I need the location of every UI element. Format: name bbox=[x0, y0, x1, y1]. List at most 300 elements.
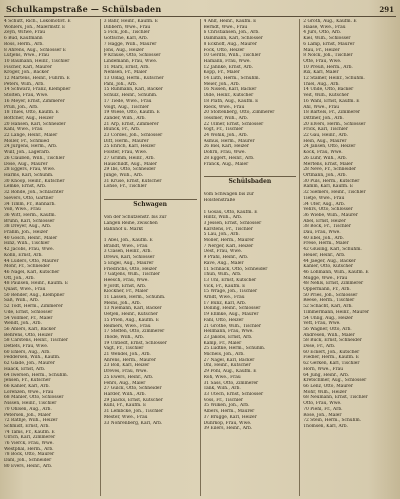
directory-entry: 58 Carstens, Heinr., Tischler bbox=[4, 338, 68, 344]
directory-entry: 4 Ahlf, Heinr., Kaufm. E bbox=[203, 19, 257, 24]
header-rule bbox=[4, 16, 396, 17]
directory-entry: 23 Cordes, Joh., Schlosser bbox=[103, 133, 163, 139]
directory-entry: Detlefs, Frau, Wwe. bbox=[4, 344, 49, 350]
directory-entry: Wohlers, Joh., Malermstr. E bbox=[4, 24, 66, 30]
directory-entry: Vom Schwagen bis zur bbox=[203, 192, 254, 198]
directory-entry: 16 Nissen, Karl, Bäcker bbox=[203, 87, 257, 93]
directory-entry: 11 Marx, Ernst, Arb. bbox=[103, 64, 150, 70]
directory-entry: Mau, Fr., Heizer bbox=[303, 47, 340, 53]
directory-entry: Harder, Wilh., Arb. bbox=[103, 392, 146, 397]
directory-entry: Haase, Wwe., Frau bbox=[303, 24, 346, 30]
directory-entry: 2 Groth, Aug., Kaufm. E bbox=[303, 19, 357, 24]
directory-entry: Jöns, Aug., Heizer bbox=[103, 47, 144, 53]
directory-entry: Harms, Karl, Schuhm. bbox=[4, 172, 54, 178]
directory-entry: Ulrich, Karl, Zimmerer bbox=[4, 435, 56, 441]
directory-entry: 66 Kähler, Karl, Arb. bbox=[4, 384, 50, 389]
directory-entry: Veit, Wilh., Kutscher bbox=[303, 93, 349, 99]
directory-entry: Timmermann, Heinr., Maurer bbox=[303, 309, 370, 315]
directory-entry: 72 Stein, Herm., Schuhm. bbox=[303, 418, 362, 424]
directory-entry: Thiel, Aug., Arb. bbox=[303, 81, 340, 87]
directory-entry: 5 Engel, Aug., Maurer bbox=[103, 260, 154, 266]
directory-entry: 76 Vierck, Frau, Wwe. bbox=[4, 441, 54, 447]
directory-entry: Thomsen, Karl, Arb. bbox=[303, 423, 348, 429]
directory-entry: Schmidt, Ernst, Arb. bbox=[4, 423, 50, 429]
directory-entry: 29 Pohl, Aug., Kaufm. E bbox=[203, 369, 257, 375]
directory-entry: Reese, Herm., Tischler bbox=[303, 298, 355, 304]
directory-entry: 23 Boll, Karl, Heizer bbox=[103, 363, 150, 369]
directory-entry: Mertens, Ernst, Maler bbox=[303, 161, 353, 167]
directory-entry: Tietje, Wwe., Frau bbox=[303, 195, 345, 201]
directory-entry: 22 Lange, Heinr., Maler bbox=[4, 133, 58, 139]
directory-entry: Stolten, Frau, Wwe. bbox=[4, 93, 49, 99]
directory-entry: 24 Jürgens, Herm., Arb. bbox=[4, 144, 58, 150]
directory-entry: Dührkop, Frau, Wwe. bbox=[203, 420, 252, 426]
directory-entry: 48 Nehls, Ernst, Zimmerer bbox=[303, 281, 364, 287]
directory-entry: Kröger, Joh., Bäcker bbox=[4, 70, 49, 76]
directory-entry: 17 Tiede, Wwe., Frau bbox=[103, 98, 152, 104]
directory-entry: 17 Steffen, Otto, Zimmerer bbox=[103, 329, 165, 335]
directory-entry: Fehrs, Aug., Maler bbox=[103, 380, 146, 386]
directory-entry: 15 Prien, Aug., Kaufm. E bbox=[103, 317, 159, 323]
directory-entry: Abel, Ernst, Heizer bbox=[303, 218, 346, 224]
directory-entry: 48 Paulsen, Heinr., Kaufm. E bbox=[4, 281, 69, 287]
directory-entry: Haack, Ernst, Arb. bbox=[4, 366, 46, 372]
directory-entry: Reimers, Wwe., Frau bbox=[103, 323, 151, 329]
directory-entry: Rose, Joh., Maler bbox=[303, 412, 342, 418]
directory-entry: 14 Lüth, Herm., Schuhm. bbox=[203, 76, 260, 82]
street-heading: Schülsbaden bbox=[204, 176, 297, 185]
directory-entry: Röh, Wwe., Frau bbox=[203, 374, 241, 380]
directory-entry: Ohl, Heinr., Kutscher bbox=[203, 363, 251, 369]
directory-entry: Ude, Ernst, Schlosser bbox=[4, 309, 53, 315]
directory-entry: Fiedler, Herm., Kaufm. E bbox=[303, 355, 359, 361]
directory-entry: Dahl, Joh., Schneider bbox=[4, 458, 52, 464]
directory-entry: Albers, Herm., Maurer bbox=[203, 409, 255, 415]
directory-entry: Holstenstraße bbox=[203, 198, 236, 204]
directory-entry: Meier, Joh., Arb. bbox=[203, 81, 240, 87]
directory-entry: 21 Grothe, Wilh., Tischler bbox=[203, 323, 261, 329]
directory-entry: Zeyn, Witwe, Frau bbox=[4, 30, 46, 36]
directory-entry: 25 Ehrich, Karl, Heizer bbox=[103, 144, 156, 150]
directory-entry: Karstens, Fr., Tischler bbox=[203, 226, 253, 232]
directory-entry: Fock, Otto, Heizer bbox=[203, 47, 245, 53]
directory-entry: Otte, Frau, Wwe. bbox=[303, 58, 342, 64]
directory-entry: Michels, Joh., Arb. bbox=[203, 352, 245, 358]
directory-entry: 9 Prahl, Heinr., Arb. bbox=[203, 255, 249, 261]
directory-entry: 52 Tödt, Herm., Zimmerer bbox=[4, 304, 63, 310]
column-divider bbox=[100, 19, 101, 496]
directory-entry: Thun, Wilh., Arb. bbox=[203, 272, 242, 278]
directory-entry: Lohse, Fr., Tischler bbox=[103, 184, 147, 190]
column-divider bbox=[200, 19, 201, 496]
directory-entry: 25 Ewers, Heinr., Arb. bbox=[103, 374, 154, 380]
directory-entry: 39 Eilers, Heinr., Arb. bbox=[203, 426, 253, 432]
directory-entry: 74 Tams, Fr., Kaufm. E bbox=[4, 429, 55, 435]
page-number: 291 bbox=[379, 4, 394, 14]
directory-entry: Andresen, Wilh., Maler bbox=[303, 332, 355, 338]
directory-entry: Asmus, Herm., Maurer bbox=[203, 138, 255, 144]
directory-entry: 28 Eggers, Frau, Wwe. bbox=[4, 167, 56, 173]
directory-entry: Pahl, Joh., Arb. bbox=[103, 81, 138, 87]
column-2 bbox=[104, 19, 197, 496]
directory-entry: Kähler, Otto, Kutscher bbox=[303, 264, 353, 270]
directory-entry: Mügge, Wwe., Frau bbox=[303, 275, 348, 281]
directory-entry: 52 Schacht, Karl, Arb. bbox=[303, 304, 353, 310]
directory-entry: 80 Evers, Heinr., Arb. bbox=[4, 463, 53, 469]
directory-entry: Bruhn, Karl, Schlosser bbox=[4, 218, 55, 224]
column-4 bbox=[303, 19, 396, 496]
directory-entry: Voß, Wwe., Frau bbox=[4, 207, 41, 213]
directory-entry: 18 Plath, Aug., Kaufm. E bbox=[203, 98, 259, 104]
directory-entry: Dibbern, Wwe., Frau bbox=[103, 24, 151, 30]
directory-entry: 13 Niemann, Karl, Bäcker bbox=[103, 306, 162, 312]
directory-entry: Friedrichs, Otto, Heizer bbox=[103, 266, 157, 272]
column-container bbox=[4, 19, 396, 496]
directory-entry: 78 Bock, Otto, Maurer bbox=[4, 452, 55, 458]
street-heading: Schwagen bbox=[104, 199, 197, 208]
directory-entry: Frick, Karl, Tischler bbox=[303, 127, 348, 133]
directory-entry: 40 Gosch, Heinr., Maler bbox=[4, 235, 58, 241]
directory-entry: Sievers, Otto, Gärtner bbox=[4, 195, 54, 201]
directory-entry: Lütjens, Wwe., Frau bbox=[4, 53, 49, 59]
directory-entry: 68 Neumann, Ernst, Tischler bbox=[303, 395, 368, 401]
directory-entry: 7 Hagge, Wilh., Maurer bbox=[103, 41, 157, 47]
directory-entry: 40 Ebel, Joh., Arb. bbox=[303, 235, 344, 241]
directory-entry: 8 Eckhoff, Aug., Maurer bbox=[203, 41, 257, 47]
directory-entry: 27 Nagel, Karl, Bäcker bbox=[203, 357, 255, 363]
directory-entry: Heuer, Heinr., Arb. bbox=[303, 252, 346, 258]
directory-entry: Lindemann, Frau, Wwe. bbox=[103, 58, 158, 64]
page-title: Schulkampstraße — Schülsbaden bbox=[6, 4, 162, 14]
directory-entry: 66 Lenz, Otto, Maurer bbox=[303, 384, 353, 389]
directory-entry: 12 Martens, Heinr., Fuhrm. E bbox=[4, 76, 70, 82]
directory-entry: Wulf, Joh., Lagerarb. bbox=[4, 150, 51, 156]
directory-entry: Hein, Aug., Maurer bbox=[303, 138, 347, 144]
directory-entry: 14 Schwarz, Franz, Klempner bbox=[4, 87, 71, 93]
directory-entry: 60 Ehlers, Aug., Arb. bbox=[4, 349, 51, 355]
spacer-line bbox=[104, 190, 197, 196]
directory-entry: 58 Buck, Ernst, Schneider bbox=[303, 338, 362, 344]
directory-entry: Fölster, Frau, Wwe. bbox=[103, 150, 148, 156]
directory-entry: Behrens, Otto, Heizer bbox=[4, 332, 53, 338]
directory-entry: 31 Lembcke, Joh., Tischler bbox=[103, 409, 164, 415]
directory-entry: 32 Siemers, Heinr., Tischler bbox=[303, 190, 366, 196]
directory-entry: 28 Eggert, Heinr., Arb. bbox=[203, 155, 255, 161]
directory-entry: Fahl, Otto, Heizer bbox=[203, 317, 244, 323]
directory-entry: 8 Nölck, Joh., Tischler bbox=[303, 53, 353, 59]
directory-entry: Dölling, Heinr., Schlosser bbox=[203, 306, 261, 312]
directory-entry: Peters, Wilh., Arb. bbox=[4, 81, 45, 87]
directory-entry: Hauschildt, Aug., Maler bbox=[103, 161, 157, 167]
directory-entry: 34 Timm, Fr., Bahnarb. bbox=[4, 201, 56, 207]
directory-entry: Vagt, Fr., Tischler bbox=[103, 346, 144, 352]
directory-entry: Oppermann, Fr., Arb. bbox=[303, 287, 351, 293]
directory-entry: Frese, Herm., Maler bbox=[303, 241, 349, 247]
directory-entry: Franck, Aug., Maler bbox=[203, 161, 249, 167]
directory-entry: 20 Stoltenberg, Otto, Zimmerer bbox=[203, 110, 275, 116]
directory-entry: 6 Bud, Kaufmann bbox=[4, 36, 43, 42]
directory-entry: Mohr, Wilh., Heizer bbox=[303, 389, 347, 395]
directory-entry: 32 Rohde, Joh., Schlachter bbox=[4, 190, 64, 196]
directory-entry: Ramm, Karl, Kaufm. E bbox=[303, 184, 354, 190]
directory-entry: Rieck, Wwe., Frau bbox=[203, 104, 245, 110]
directory-entry: Göttsche, Karl, Arb. bbox=[103, 36, 149, 42]
directory-entry: 18 Thies, Otto, Kaufm. E bbox=[4, 110, 59, 116]
directory-entry: 72 Rathje, Wilh., Heizer bbox=[4, 418, 58, 424]
directory-entry: 30 Puls, Herm., Kutscher bbox=[303, 178, 360, 184]
directory-entry: Quast, Wwe., Frau bbox=[4, 287, 46, 293]
directory-entry: 24 Jansen, Otto, Heizer bbox=[303, 144, 356, 150]
directory-entry: 64 Jung, Heinr., Arb. bbox=[303, 372, 350, 378]
directory-entry: 16 Meyer, Ernst, Zimmerer bbox=[4, 98, 65, 104]
directory-entry: Bahnhof u. Markt bbox=[103, 226, 143, 232]
directory-entry: Dreves, Frau, Wwe. bbox=[103, 369, 148, 375]
column-1 bbox=[4, 19, 97, 496]
directory-entry: Mester, Wwe., Frau bbox=[103, 414, 148, 420]
directory-entry: Prüß, Joh., Arb. bbox=[4, 104, 39, 110]
directory-entry: Ahl, Wwe., Frau bbox=[303, 104, 340, 110]
directory-entry: 17 Bünz, Karl, Arb. bbox=[203, 300, 247, 306]
directory-entry: 8 Ahrens, Aug., Schlosser E bbox=[4, 47, 66, 53]
directory-entry: 6 Christiansen, Joh., Arb. bbox=[203, 30, 260, 36]
directory-entry: Dose, Aug., Maurer bbox=[4, 161, 48, 167]
directory-entry: 56 Wagner, Otto, Arb. bbox=[303, 326, 352, 332]
directory-entry: Wendt, Joh., Arb. bbox=[4, 321, 42, 327]
column-divider bbox=[299, 19, 300, 496]
directory-entry: 24 Wöhlk, Joh., Arb. bbox=[203, 133, 248, 139]
directory-entry: 28 Neve, Fr., Schneider bbox=[303, 167, 357, 173]
directory-entry: Drews, Karl, Schlosser bbox=[103, 255, 155, 261]
directory-entry: Hamann, Frau, Wwe. bbox=[203, 58, 251, 64]
directory-entry: Dohrn, Frau, Wwe. bbox=[203, 150, 246, 156]
directory-entry: 36 Witt, Herm., Kaufm. bbox=[4, 212, 56, 218]
directory-entry: Kamp, Fr., Maler bbox=[203, 340, 242, 346]
directory-entry: Lemke, Ernst, Arb. bbox=[4, 184, 47, 190]
directory-entry: 12 Jahnke, Ernst, Arb. bbox=[203, 64, 253, 70]
directory-entry: Vett, Frau, Wwe. bbox=[303, 321, 341, 327]
directory-entry: Junge, Wilh., Arb. bbox=[103, 172, 144, 178]
directory-entry: Horn, Wwe., Frau bbox=[303, 366, 344, 372]
directory-entry: Lorenzen, Wwe., Frau bbox=[4, 389, 54, 395]
directory-entry: 36 Wiebe, Wilh., Maurer bbox=[303, 212, 358, 218]
directory-entry: 5 Fick, Joh., Tischler bbox=[103, 30, 150, 36]
directory-entry: Meins, Joh., Arb. bbox=[103, 300, 142, 306]
directory-entry: Rave, Aug., Maler bbox=[203, 260, 244, 266]
directory-entry: Frahm, Joh., Heizer bbox=[4, 230, 48, 236]
directory-entry: Tessmer, Wilh., Arb. bbox=[203, 115, 249, 121]
directory-entry: Olde, Heinr., Kutscher bbox=[203, 93, 254, 99]
directory-entry: 46 Lohmann, Wilh., Kaufm. E bbox=[303, 269, 369, 275]
directory-entry: 13 Uhl, Ernst, Kutscher bbox=[203, 277, 257, 283]
directory-entry: 23 Jakobs, Ernst, Arb. bbox=[203, 334, 253, 340]
directory-entry: Dittmer, Joh., Arb. bbox=[303, 115, 344, 121]
directory-entry: 11 Lassen, Herm., Schuhm. bbox=[103, 295, 166, 301]
directory-entry: Vick, Fr., Kaufm. E bbox=[203, 283, 246, 289]
directory-entry: 4 Jürs, Otto, Arb. bbox=[303, 30, 342, 36]
directory-entry: 42 Glüsing, Karl, Schuhm. bbox=[303, 247, 362, 253]
directory-entry: 18 Bartels, Fr., Zimmerer bbox=[303, 110, 361, 116]
directory-entry: 19 Ehmke, Aug., Maurer bbox=[203, 312, 259, 318]
directory-entry: 46 Nagel, Karl, Kutscher bbox=[4, 269, 60, 275]
directory-entry: Petersen, Joh., Maler bbox=[4, 412, 51, 418]
directory-entry: 14 Uhde, Otto, Bäcker bbox=[303, 87, 354, 93]
directory-entry: 21 Arp, Ernst, Zimmerer bbox=[103, 121, 159, 127]
directory-entry: 27 Grimm, Heinr., Arb. bbox=[103, 155, 155, 161]
directory-entry: 35 Wilken, Joh., Arb. bbox=[203, 403, 250, 409]
directory-entry: Voigt, Aug., Tischler bbox=[103, 104, 149, 110]
directory-entry: Thode, Wilh., Arb. bbox=[103, 334, 145, 340]
directory-entry: Kock, Frau, Wwe. bbox=[303, 150, 343, 156]
directory-entry: Klöckner, Fr., Maler bbox=[103, 289, 149, 295]
directory-entry: Dose, Fr., Arb. bbox=[303, 344, 336, 350]
directory-entry: Oest, Frau, Wwe. bbox=[203, 249, 243, 255]
directory-entry: 34 Ufer, Aug., Arb. bbox=[303, 201, 346, 207]
directory-entry: Oetjen, Heinr., Kutscher bbox=[103, 312, 158, 318]
directory-entry: Ahrens, Herm., Maurer bbox=[103, 357, 156, 363]
directory-entry: 15 Rühmann, Karl, Bäcker bbox=[103, 87, 163, 93]
directory-entry: Kahl, Wwe., Frau bbox=[4, 127, 43, 133]
directory-entry: 10 Gerdts, Wilh., Tischler bbox=[203, 53, 261, 59]
directory-entry: 10 Preuß, Herm., Arb. bbox=[303, 64, 353, 70]
directory-entry: 15 Wrage, Joh., Tischler bbox=[203, 289, 258, 295]
directory-entry: 29 Ibs, Otto, Schneider bbox=[103, 167, 156, 173]
directory-entry: Ortmann, Joh., Arb. bbox=[303, 172, 347, 178]
directory-entry: Westphal, Herm., Arb. bbox=[4, 446, 54, 452]
directory-entry: Berndt, Wwe., Frau bbox=[203, 24, 248, 30]
directory-entry: Zander, Wilh., Arb. bbox=[103, 115, 146, 121]
directory-entry: Fischer, Karl, Maurer bbox=[4, 64, 52, 70]
directory-entry: 7 Gätjens, Wilh., Tischler bbox=[103, 272, 160, 278]
directory-entry: Ditt, Herm., Maurer bbox=[103, 138, 149, 144]
directory-entry: 9 Krause, Otto, Schlosser bbox=[103, 53, 161, 59]
directory-entry: 21 Wendel, Joh., Arb. bbox=[103, 352, 151, 358]
directory-entry: 42 Jacobs, Frau, Wwe. bbox=[4, 247, 54, 253]
directory-entry: Saß, Wilh., Arb. bbox=[4, 298, 40, 304]
directory-entry: Kühl, Fr., Kaufm. E bbox=[103, 403, 147, 409]
directory-entry: 3 Clasen, Heinr., Arb. bbox=[103, 249, 152, 255]
directory-entry: Dau, Frau, Wwe. bbox=[303, 230, 341, 236]
directory-entry: 7 Nerger, Karl, Heizer bbox=[203, 243, 254, 249]
directory-entry: 38 Bock, Fr., Tischler bbox=[303, 224, 351, 230]
directory-entry: 70 Ohlsen, Aug., Arb. bbox=[4, 406, 52, 412]
directory-entry: Dammann, Karl, Schlosser bbox=[203, 36, 263, 42]
directory-entry: 13 Oldag, Herm., Kutscher bbox=[103, 76, 164, 82]
directory-entry: 26 Biel, Karl, Heizer bbox=[203, 144, 249, 150]
directory-entry: Hellmann, Frau, Wwe. bbox=[203, 329, 254, 335]
directory-entry: Arndt, Wwe., Frau bbox=[203, 295, 245, 301]
directory-entry: 31 Sass, Otto, Zimmerer bbox=[203, 380, 259, 386]
directory-entry: 3 Jessen, Ernst, Schlosser bbox=[203, 220, 262, 226]
directory-entry: 27 Gülck, Otto, Schneider bbox=[103, 386, 162, 392]
spacer-line bbox=[204, 167, 297, 173]
directory-entry: 22 Ulmer, Ernst, Schlosser bbox=[203, 121, 264, 127]
directory-entry: 16 Wahl, Ernst, Kaufm. E bbox=[303, 98, 360, 104]
directory-entry: 54 Uhlig, Aug., Heizer bbox=[303, 315, 354, 321]
directory-entry: Von der Schützenstr. bis zur bbox=[103, 215, 167, 221]
directory-entry: 1 Gosau, Otto, Kaufm. E bbox=[203, 209, 258, 215]
directory-entry: 4 Schütt, Rich., Lokomotivf. E bbox=[4, 19, 71, 24]
directory-entry: Nehlsen, Fr., Maler bbox=[103, 70, 147, 76]
directory-entry: Voss, Fr., Tischler bbox=[203, 397, 244, 403]
directory-entry: Jensen, Fr., Kutscher bbox=[4, 378, 51, 384]
directory-entry: 26 Claußen, Wilh., Tischler bbox=[4, 155, 65, 161]
directory-entry: 50 Pries, Joh., Schlosser bbox=[303, 292, 358, 298]
directory-entry: 10 Baumann, Heinr., Tischler bbox=[4, 58, 70, 64]
directory-entry: Blunck, Fr., Arb. bbox=[103, 127, 141, 133]
directory-entry: 56 Ahlers, Karl, Bäcker bbox=[4, 326, 56, 332]
directory-entry: Nissen, Heinr., Tischler bbox=[4, 401, 57, 407]
directory-entry: 9 Jordt, Ernst, Arb. bbox=[103, 283, 147, 289]
directory-entry: 33 Nöhrenberg, Karl, Arb. bbox=[103, 420, 163, 426]
directory-entry: 62 Gerken, Karl, Tischler bbox=[303, 361, 360, 367]
directory-entry: Langen Reihe, zwischen bbox=[103, 220, 158, 226]
directory-entry: 22 Gau, Heinr., Arb. bbox=[303, 133, 348, 139]
directory-entry: 6 Lamp, Ernst, Maurer bbox=[303, 41, 355, 47]
directory-entry: Hintz, Wilh., Arb. bbox=[203, 215, 243, 221]
directory-entry: 25 Lüdtke, Herm., Schuhm. bbox=[203, 346, 266, 352]
directory-entry: Ross, Herm., Arb. bbox=[4, 41, 44, 47]
column-3 bbox=[204, 19, 297, 496]
directory-entry: 60 Eckert, Joh., Kutscher bbox=[303, 349, 360, 355]
directory-entry: 31 Kruse, Ernst, Kutscher bbox=[103, 178, 162, 184]
directory-entry: Möller, Herm., Maurer bbox=[203, 238, 255, 244]
directory-entry: 54 Vollmer, Fr., Maler bbox=[4, 315, 53, 321]
directory-entry: Rix, Karl, Maler bbox=[303, 70, 339, 76]
directory-entry: Ott, Joh., Arb. bbox=[4, 275, 35, 281]
directory-entry: 11 Schnack, Otto, Schneider bbox=[203, 266, 268, 272]
directory-entry: Kretschmer, Aug., Schlosser bbox=[303, 378, 367, 384]
directory-entry: Otto, Frau, Wwe. bbox=[303, 401, 342, 407]
directory-entry: 12 Stamer, Heinr., Schuhm. bbox=[303, 76, 365, 82]
directory-entry: 19 Wiese, Otto, Kaufm. E bbox=[103, 110, 160, 116]
directory-entry: Feddersen, Wilh., Kaufm. bbox=[4, 355, 61, 361]
directory-entry: Köhn, Ernst, Arb. bbox=[4, 252, 43, 258]
directory-entry: 68 Mahler, Otto, Schlosser bbox=[4, 395, 64, 401]
directory-entry: 44 Lüders, Otto, Maurer bbox=[4, 258, 59, 264]
directory-entry: 19 Untiedt, Ernst, Schlosser bbox=[103, 340, 167, 346]
directory-entry: Brandt, Wwe., Frau bbox=[103, 243, 148, 249]
directory-entry: Vehrs, Otto, Schlosser bbox=[303, 207, 353, 213]
directory-entry: 20 Hansen, Karl, Schneider bbox=[4, 121, 66, 127]
directory-entry: Kiel, Wilh., Schlosser bbox=[303, 36, 351, 42]
directory-entry: Böttcher, Aug., Heizer bbox=[4, 115, 54, 121]
directory-entry: 30 Knoop, Heinr., Kutscher bbox=[4, 178, 65, 184]
directory-entry: Heesch, Frau, Wwe. bbox=[103, 277, 149, 283]
directory-entry: Möller, Fr., Schmied bbox=[4, 138, 50, 144]
directory-entry: Tank, Wilh., Arb. bbox=[203, 386, 241, 392]
directory-entry: 44 Jaeger, Aug., Bäcker bbox=[303, 258, 356, 264]
directory-entry: 1 Abel, Joh., Kaufm. E bbox=[103, 238, 153, 244]
directory-entry: 50 Rehder, Aug., Klempner bbox=[4, 292, 65, 298]
directory-entry: 62 Glade, Joh., Maurer bbox=[4, 361, 55, 367]
directory-entry: 3 Bahr, Heinr., Kaufm. E bbox=[103, 19, 158, 24]
page-header bbox=[6, 2, 394, 16]
directory-entry: 5 Lau, Joh., Arb. bbox=[203, 232, 240, 238]
directory-entry: 38 Dreyer, Aug., Arb. bbox=[4, 224, 52, 230]
directory-entry: 33 Utech, Ernst, Schlosser bbox=[203, 392, 264, 397]
directory-entry: Hinz, Wilh., Tischler bbox=[4, 241, 50, 247]
directory-entry: 20 Elvers, Herm., Schlosser bbox=[303, 121, 366, 127]
directory-entry: Mohr, Fr., Schneider bbox=[4, 264, 50, 270]
directory-entry: Kopp, Fr., Maler bbox=[203, 70, 240, 76]
directory-entry: 26 Lühr, Wilh., Arb. bbox=[303, 155, 347, 161]
directory-entry: 70 Piehl, Fr., Arb. bbox=[303, 406, 343, 412]
directory-entry: 64 Iwersen, Herm., Schuhm. bbox=[4, 372, 69, 378]
directory-entry: Schulz, Heinr., Schuhm. bbox=[103, 93, 158, 99]
directory-entry: Vogt, Fr., Tischler bbox=[203, 127, 244, 133]
directory-entry: 29 Jaacks, Ernst, Kutscher bbox=[103, 397, 163, 403]
directory-entry: 37 Brügge, Karl, Heizer bbox=[203, 414, 257, 420]
